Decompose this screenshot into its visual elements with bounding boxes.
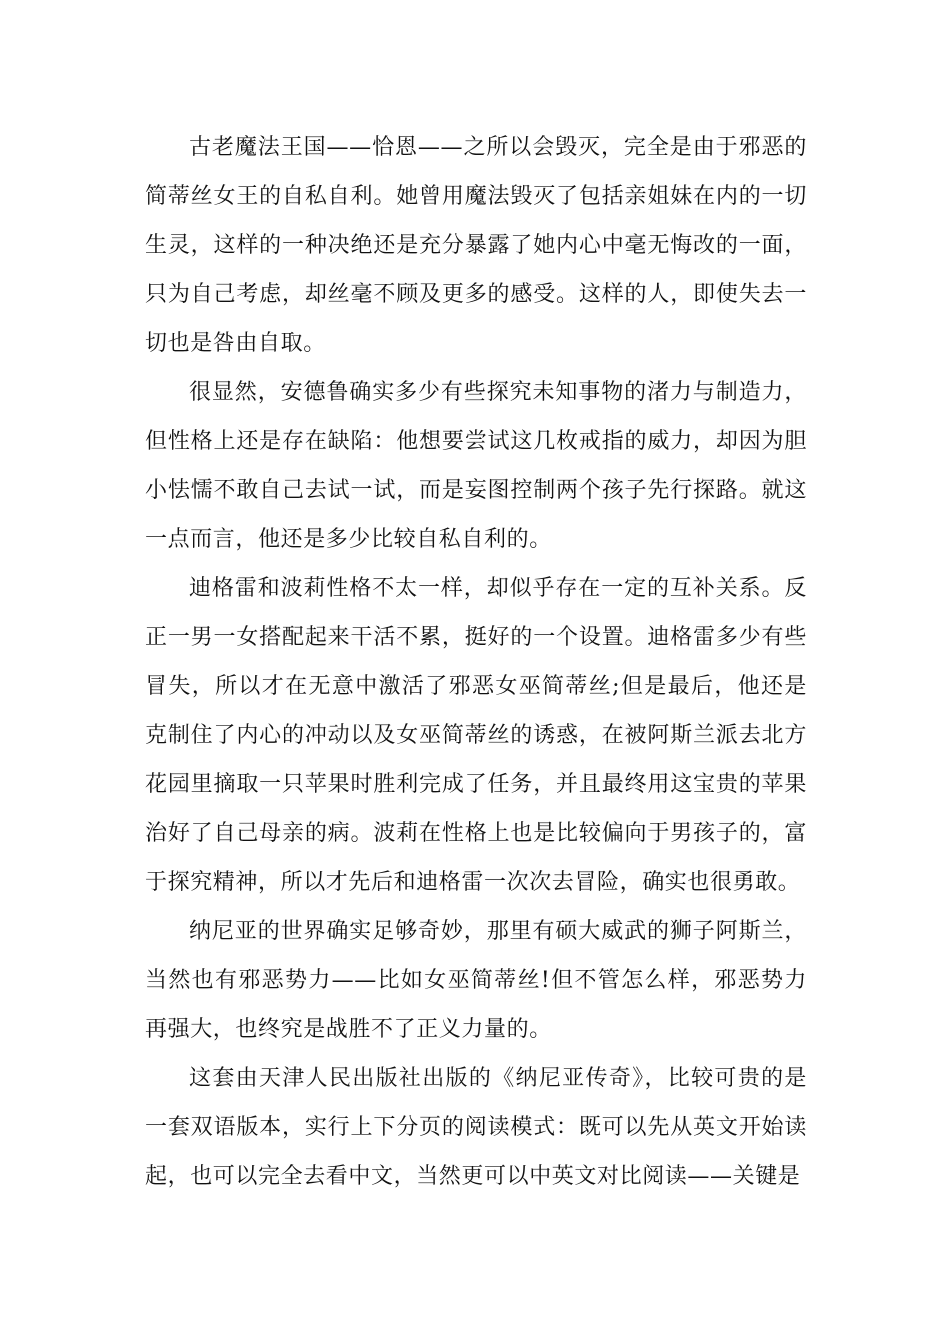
- document-body: [145, 123, 807, 1201]
- paragraph: 迪格雷和波莉性格不太一样，却似乎存在一定的互补关系。反正一男一女搭配起来干活不累，挺好的一个设置。迪格雷多少有些冒失，所以才在无意中激活了邪恶女巫简蒂丝;但是最后，他还是克制住了内心的冲动以及女巫简蒂丝的诱惑，在被阿斯兰派去北方花园里摘取一只苹果时胜利完成了任务，并且最终用这宝贵的苹果治好了自己母亲的病。波莉在性格上也是比较偏向于男孩子的，富于探究精神，所以才先后和迪格雷一次次去冒险，确实也很勇敢。: [145, 576, 807, 895]
- paragraph: 这套由天津人民出版社出版的《纳尼亚传奇》，比较可贵的是一套双语版本，实行上下分页的阅读模式：既可以先从英文开始读起，也可以完全去看中文，当然更可以中英文对比阅读——关键是: [145, 1066, 807, 1189]
- paragraph: 纳尼亚的世界确实足够奇妙，那里有硕大威武的狮子阿斯兰，当然也有邪恶势力——比如女巫简蒂丝!但不管怎么样，邪恶势力再强大，也终究是战胜不了正义力量的。: [145, 919, 807, 1042]
- paragraph: 很显然，安德鲁确实多少有些探究未知事物的渚力与制造力，但性格上还是存在缺陷：他想要尝试这几枚戒指的威力，却因为胆小怯懦不敢自己去试一试，而是妄图控制两个孩子先行探路。就这一点而言，他还是多少比较自私自利的。: [145, 380, 807, 552]
- paragraph: 古老魔法王国——恰恩——之所以会毁灭，完全是由于邪恶的简蒂丝女王的自私自利。她曾用魔法毁灭了包括亲姐妹在内的一切生灵，这样的一种决绝还是充分暴露了她内心中毫无悔改的一面，只为自己考虑，却丝毫不顾及更多的感受。这样的人，即使失去一切也是咎由自取。: [145, 135, 807, 356]
